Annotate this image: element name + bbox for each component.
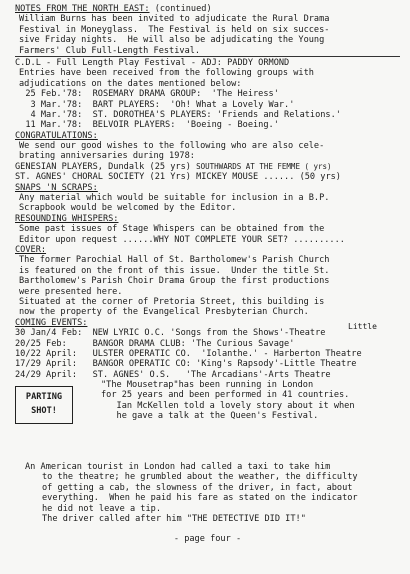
section-divider <box>15 56 400 57</box>
event-little-label: Little <box>348 322 377 332</box>
cover-heading: COVER: <box>15 244 47 255</box>
parting-box-line: SHOT! <box>31 406 57 417</box>
event-row: 10/22 April: ULSTER OPERATIC CO. 'Iolanthe.' - Harberton Theatre <box>15 348 362 359</box>
parting-text-line: "The Mousetrap"has been running in London <box>101 380 314 391</box>
snaps-line: Any material which would be suitable for inclusion in a B.P. <box>19 193 330 204</box>
events-heading: COMING EVENTS: <box>15 317 88 328</box>
parting-shot-box <box>15 386 73 424</box>
notes-line: Festival in Moneyglass. The Festival is held on six succes- <box>19 24 330 35</box>
cover-line: Bartholomew's Parish Choir Drama Group the first productions <box>19 276 330 287</box>
parting-text-line: Ian McKellen told a lovely story about it when <box>101 400 355 411</box>
congrats-line: brating anniversaries during 1978: <box>19 151 195 162</box>
parting-text-line: he gave a talk at the Queen's Festival. <box>101 411 319 422</box>
snaps-line: Scrapbook would be welcomed by the Editor. <box>19 203 237 214</box>
congrats-heading: CONGRATULATIONS: <box>15 130 98 141</box>
event-row: 20/25 Feb: BANGOR DRAMA CLUB: 'The Curious Savage' <box>15 338 295 349</box>
notes-line: sive Friday nights. He will also be adjudicating the Young <box>19 35 325 46</box>
congrats-row-left: GENESIAN PLAYERS, Dundalk (25 yrs) <box>15 161 191 172</box>
story-line: The driver called after him "THE DETECTIVE DID IT!" <box>42 514 306 525</box>
congrats-row <box>15 172 400 182</box>
notes-heading-line <box>15 4 400 14</box>
event-row-left: 30 Jan/4 Feb: NEW LYRIC O.C. 'Songs from the Shows'- <box>15 328 290 339</box>
cdl-entry: 25 Feb.'78: ROSEMARY DRAMA GROUP: 'The Heiress' <box>15 89 279 100</box>
parting-shot-block <box>15 380 400 462</box>
notes-line: William Burns has been invited to adjudicate the Rural Drama <box>19 14 330 25</box>
event-row: 24/29 April: ST. AGNES' O.S. 'The Arcadians'-Arts Theatre <box>15 369 331 380</box>
cdl-entry: 3 Mar.'78: BART PLAYERS: 'Oh! What a Lovely War.' <box>15 99 295 110</box>
cdl-heading: C.D.L - Full Length Play Festival - ADJ: PADDY ORMOND <box>15 57 290 68</box>
whispers-line: Some past issues of Stage Whispers can be obtained from the <box>19 224 325 235</box>
parting-text <box>101 380 355 422</box>
cover-line: Situated at the corner of Pretoria Street, this building is <box>19 296 325 307</box>
congrats-row-left: ST. AGNES' CHORAL SOCIETY (21 Yrs) MICKEY MOUSE ...... <box>15 172 295 183</box>
snaps-heading: SNAPS 'N SCRAPS: <box>15 182 98 193</box>
cover-line: The former Parochial Hall of St. Bartholomew's Parish Church <box>19 255 330 266</box>
congrats-line: We send our good wishes to the following who are also cele- <box>19 141 325 152</box>
whispers-heading: RESOUNDING WHISPERS: <box>15 213 119 224</box>
page-footer: - page four - <box>173 534 242 545</box>
story-line: to the theatre; he grumbled about the weather, the difficulty <box>42 472 358 483</box>
cover-line: were presented here. <box>19 286 123 297</box>
story-line: of getting a cab, the slowness of the driver, in fact, about <box>42 482 353 493</box>
event-row: 17/29 April: BANGOR OPERATIC CO: 'King's Rapsody'-Little Theatre <box>15 359 357 370</box>
cover-line: now the property of the Evangelical Presbyterian Church. <box>19 307 309 318</box>
cdl-line: adjudications on the dates mentioned below: <box>19 78 242 89</box>
story-line: he did not leave a tip. <box>42 503 161 514</box>
parting-text-line: for 25 years and been performed in 41 countries. <box>101 390 350 401</box>
congrats-row-right: (50 yrs) <box>299 172 341 183</box>
congrats-row-right: SOUTHWARDS AT THE FEMME ( yrs) <box>196 161 332 171</box>
cdl-entry: 4 Mar.'78: ST. DOROTHEA'S PLAYERS: 'Friends and Relations.' <box>15 109 341 120</box>
cdl-line: Entries have been received from the following groups with <box>19 68 314 79</box>
parting-box-line: PARTING <box>25 392 63 403</box>
story-line: An American tourist in London had called a taxi to take him <box>25 462 331 473</box>
congrats-row <box>15 162 400 172</box>
notes-heading-tail: (continued) <box>149 4 212 14</box>
cover-line: is featured on the front of this issue. Under the title St. <box>19 265 330 276</box>
notes-heading: NOTES FROM THE NORTH EAST: <box>15 4 150 14</box>
event-row-right: Theatre <box>289 328 326 339</box>
story-line: everything. When he paid his fare as stated on the indicator <box>42 493 358 504</box>
notes-line: Farmers' Club Full-Length Festival. <box>19 45 201 56</box>
whispers-line: Editor upon request ......WHY NOT COMPLETE YOUR SET? .......... <box>19 234 345 245</box>
cdl-entry: 11 Mar.'78: BELVOIR PLAYERS: 'Boeing - Boeing.' <box>15 120 279 131</box>
